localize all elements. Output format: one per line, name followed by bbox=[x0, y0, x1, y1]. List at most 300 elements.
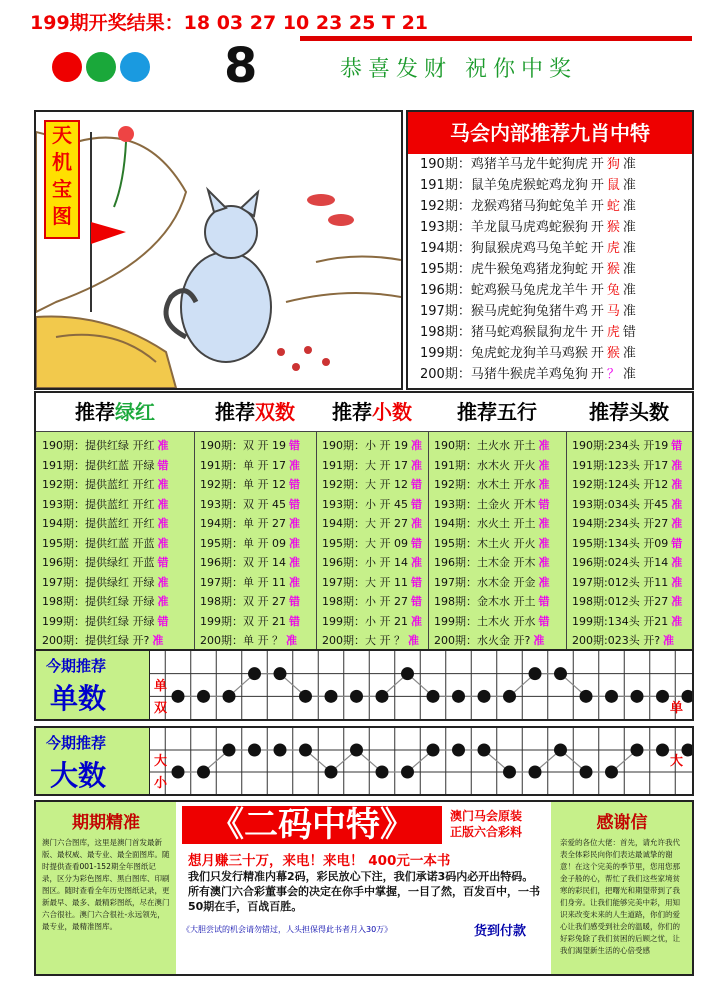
trend-dot bbox=[299, 744, 312, 757]
nine-zodiac-row bbox=[408, 196, 692, 217]
table-result: 错 bbox=[671, 536, 683, 550]
odd-even-line1: 今期推荐 bbox=[46, 657, 107, 675]
table-row bbox=[428, 475, 566, 495]
table-result: 准 bbox=[289, 536, 300, 550]
big-label: 大 bbox=[154, 754, 168, 769]
nine-zodiac-k: 开 bbox=[590, 304, 604, 319]
table-result: 准 bbox=[157, 478, 169, 491]
trend-dot bbox=[427, 744, 440, 757]
banner-side-line1: 澳门马会原装 bbox=[450, 809, 523, 823]
odd-even-trend-chart bbox=[150, 651, 692, 719]
table-result: 准 bbox=[538, 536, 550, 550]
trend-dot bbox=[503, 690, 516, 703]
table-row bbox=[194, 573, 316, 593]
nine-zodiac-z: 狗 bbox=[606, 157, 620, 172]
banner-side-line2: 正版六合彩料 bbox=[450, 825, 523, 839]
table-result: 错 bbox=[289, 497, 300, 511]
nine-zodiac-z: 虎 bbox=[606, 325, 620, 340]
nine-zodiac-r: 准 bbox=[622, 283, 636, 298]
table-column bbox=[36, 393, 195, 649]
table-cell: 192期：单 开 12 bbox=[200, 478, 286, 491]
nine-zodiac-row bbox=[408, 322, 692, 343]
trend-dot bbox=[350, 690, 363, 703]
table-cell: 200期:023头 开? bbox=[572, 634, 661, 647]
table-row bbox=[428, 456, 566, 476]
table-row bbox=[316, 456, 428, 476]
table-result: 准 bbox=[538, 478, 550, 491]
big-result-label: 大 bbox=[670, 754, 684, 769]
table-cell: 197期：水木金 开金 bbox=[434, 575, 536, 589]
table-result: 错 bbox=[157, 458, 169, 472]
nine-zodiac-k: 开 bbox=[590, 199, 604, 214]
table-result: 准 bbox=[411, 556, 422, 569]
table-row bbox=[316, 475, 428, 495]
table-row bbox=[316, 436, 428, 456]
nine-zodiac-t: 鼠羊兔虎猴蛇鸡龙狗 bbox=[470, 178, 588, 193]
nine-zodiac-z: 兔 bbox=[606, 283, 620, 298]
table-row bbox=[194, 495, 316, 515]
table-cell: 199期：双 开 21 bbox=[200, 614, 286, 628]
header-divider bbox=[300, 36, 692, 41]
result-header: 199期开奖结果：18 03 27 10 23 25 T 21 bbox=[30, 12, 429, 34]
nine-zodiac-r: 错 bbox=[622, 325, 636, 340]
table-row bbox=[316, 592, 428, 612]
blue-ball-icon bbox=[120, 52, 150, 82]
table-column bbox=[566, 393, 692, 649]
table-cell: 193期:034头 开45 bbox=[572, 497, 669, 511]
table-result: 准 bbox=[671, 556, 683, 569]
table-row bbox=[566, 514, 692, 534]
table-row bbox=[428, 495, 566, 515]
nine-zodiac-t: 兔虎蛇龙狗羊马鸡猴 bbox=[470, 346, 588, 361]
nine-zodiac-z: 虎 bbox=[606, 241, 620, 256]
table-header-main: 推荐 bbox=[332, 400, 372, 424]
table-cell: 194期:234头 开27 bbox=[572, 517, 669, 530]
table-cell: 196期：提供绿红 开蓝 bbox=[42, 556, 155, 569]
table-row bbox=[428, 436, 566, 456]
big-small-label bbox=[36, 728, 150, 794]
nine-zodiac-k: 开 bbox=[590, 241, 604, 256]
big-small-line1: 今期推荐 bbox=[46, 734, 107, 752]
table-row bbox=[36, 514, 194, 534]
table-result: 准 bbox=[289, 458, 300, 472]
table-result: 准 bbox=[671, 595, 683, 608]
table-result: 准 bbox=[671, 614, 683, 628]
table-cell: 196期：双 开 14 bbox=[200, 556, 286, 569]
table-cell: 197期：大 开 11 bbox=[322, 575, 408, 589]
table-cell: 193期：提供蓝红 开红 bbox=[42, 497, 155, 511]
nine-zodiac-k: 开 bbox=[590, 283, 604, 298]
trend-dot bbox=[172, 766, 185, 779]
trend-dot bbox=[631, 744, 644, 757]
table-result: 错 bbox=[157, 614, 169, 628]
trend-dot bbox=[656, 744, 669, 757]
table-row bbox=[566, 495, 692, 515]
slogan: 恭喜发财 祝你中奖 bbox=[340, 57, 577, 82]
nine-zodiac-t: 虎牛猴兔鸡猪龙狗蛇 bbox=[470, 262, 588, 277]
trend-dot bbox=[503, 766, 516, 779]
table-result: 错 bbox=[538, 497, 550, 511]
table-row bbox=[194, 456, 316, 476]
table-result: 准 bbox=[411, 458, 422, 472]
nine-zodiac-list bbox=[408, 154, 692, 385]
nine-zodiac-t: 鸡猪羊马龙牛蛇狗虎 bbox=[470, 157, 588, 172]
banner-side-text bbox=[450, 808, 522, 840]
trend-dot bbox=[605, 690, 618, 703]
nine-zodiac-t: 羊龙鼠马虎鸡蛇猴狗 bbox=[470, 220, 588, 235]
table-row bbox=[194, 514, 316, 534]
table-cell: 198期：小 开 27 bbox=[322, 595, 408, 608]
trend-dot bbox=[580, 766, 593, 779]
nine-zodiac-r: 准 bbox=[622, 199, 636, 214]
trend-dot bbox=[376, 766, 389, 779]
nine-zodiac-z: 猴 bbox=[606, 220, 620, 235]
table-cell: 190期:234头 开19 bbox=[572, 439, 669, 452]
nine-zodiac-p: 199期： bbox=[420, 346, 471, 361]
table-result: 准 bbox=[411, 517, 422, 530]
trend-dot bbox=[452, 690, 465, 703]
table-cell: 195期：单 开 09 bbox=[200, 536, 286, 550]
table-row bbox=[566, 436, 692, 456]
table-result: 错 bbox=[289, 439, 300, 452]
table-header bbox=[428, 393, 566, 432]
trend-dot bbox=[631, 690, 644, 703]
table-column bbox=[194, 393, 317, 649]
nine-zodiac-k: 开 bbox=[590, 367, 604, 382]
nine-zodiac-r: 准 bbox=[622, 346, 636, 361]
trend-dot bbox=[274, 744, 287, 757]
table-result: 准 bbox=[152, 634, 164, 647]
table-cell: 191期：大 开 17 bbox=[322, 458, 408, 472]
nine-zodiac-r: 准 bbox=[622, 220, 636, 235]
table-row bbox=[316, 553, 428, 573]
table-row bbox=[428, 612, 566, 632]
nine-zodiac-row bbox=[408, 259, 692, 280]
table-header-main: 推荐头数 bbox=[589, 400, 669, 424]
nine-zodiac-z: 蛇 bbox=[606, 199, 620, 214]
even-label: 双 bbox=[154, 701, 168, 716]
table-result: 准 bbox=[671, 478, 683, 491]
trend-dot bbox=[452, 744, 465, 757]
table-row bbox=[316, 612, 428, 632]
table-cell: 195期:134头 开09 bbox=[572, 536, 669, 550]
table-row bbox=[36, 534, 194, 554]
table-header bbox=[194, 393, 316, 432]
table-cell: 199期：小 开 21 bbox=[322, 614, 408, 628]
nine-zodiac-t: 马猪牛猴虎羊鸡兔狗 bbox=[470, 367, 588, 382]
nine-zodiac-k: 开 bbox=[590, 178, 604, 193]
left-ad-panel bbox=[36, 802, 177, 974]
trend-dot bbox=[350, 744, 363, 757]
table-cell: 197期：提供绿红 开绿 bbox=[42, 575, 155, 589]
table-result: 错 bbox=[411, 497, 422, 511]
table-cell: 199期:134头 开21 bbox=[572, 614, 669, 628]
table-cell: 190期：双 开 19 bbox=[200, 439, 286, 452]
table-row bbox=[566, 456, 692, 476]
nine-zodiac-r: 准 bbox=[622, 241, 636, 256]
nine-zodiac-row bbox=[408, 280, 692, 301]
nine-zodiac-t: 猴马虎蛇狗兔猪牛鸡 bbox=[470, 304, 588, 319]
table-cell: 200期：单 开 ？ bbox=[200, 634, 283, 647]
table-cell: 198期：提供红绿 开绿 bbox=[42, 595, 155, 608]
table-cell: 193期：土金火 开木 bbox=[434, 497, 536, 511]
nine-zodiac-p: 195期： bbox=[420, 262, 471, 277]
nine-zodiac-r: 准 bbox=[622, 367, 636, 382]
table-result: 准 bbox=[671, 497, 683, 511]
table-cell: 191期：水木火 开火 bbox=[434, 458, 536, 472]
table-cell: 198期:012头 开27 bbox=[572, 595, 669, 608]
nine-zodiac-z: 猴 bbox=[606, 262, 620, 277]
table-row bbox=[194, 592, 316, 612]
table-result: 错 bbox=[411, 478, 422, 491]
trend-dot bbox=[248, 744, 261, 757]
table-row bbox=[194, 436, 316, 456]
table-cell: 190期：小 开 19 bbox=[322, 439, 408, 452]
trend-dot bbox=[223, 744, 236, 757]
nine-zodiac-t: 龙猴鸡猪马狗蛇兔羊 bbox=[470, 199, 588, 214]
table-row bbox=[194, 475, 316, 495]
table-row bbox=[194, 553, 316, 573]
table-row bbox=[428, 553, 566, 573]
table-result: 准 bbox=[538, 556, 550, 569]
table-cell: 197期:012头 开11 bbox=[572, 575, 669, 589]
table-result: 准 bbox=[157, 497, 169, 511]
table-cell: 197期：单 开 11 bbox=[200, 575, 286, 589]
table-result: 准 bbox=[538, 439, 550, 452]
table-cell: 190期：土火水 开土 bbox=[434, 439, 536, 452]
nine-zodiac-t: 猪马蛇鸡猴鼠狗龙牛 bbox=[470, 325, 588, 340]
table-cell: 193期：双 开 45 bbox=[200, 497, 286, 511]
odd-even-line2: 单数 bbox=[50, 682, 107, 715]
table-cell: 199期：土木火 开水 bbox=[434, 614, 536, 628]
nine-zodiac-p: 198期： bbox=[420, 325, 471, 340]
ad-footnote: 《大胆尝试的机会请勿错过，人头担保得此书者月入30万》 bbox=[182, 925, 393, 934]
nine-zodiac-p: 190期： bbox=[420, 157, 471, 172]
table-result: 准 bbox=[157, 439, 169, 452]
table-result: 准 bbox=[533, 634, 545, 647]
nine-zodiac-k: 开 bbox=[590, 325, 604, 340]
nine-zodiac-p: 197期： bbox=[420, 304, 471, 319]
table-row bbox=[566, 553, 692, 573]
table-result: 错 bbox=[411, 536, 422, 550]
trend-dot bbox=[554, 744, 567, 757]
center-ad-panel bbox=[176, 802, 551, 974]
nine-zodiac-r: 准 bbox=[622, 262, 636, 277]
nine-zodiac-r: 准 bbox=[622, 157, 636, 172]
table-row bbox=[36, 592, 194, 612]
table-cell: 195期：木土火 开火 bbox=[434, 536, 536, 550]
table-header bbox=[566, 393, 692, 432]
trend-dot bbox=[478, 744, 491, 757]
table-result: 准 bbox=[289, 556, 300, 569]
issue-number: 8 bbox=[224, 38, 258, 94]
trend-dot bbox=[682, 690, 693, 703]
table-result: 准 bbox=[671, 517, 683, 530]
odd-label: 单 bbox=[154, 679, 168, 694]
cod-label: 货到付款 bbox=[474, 924, 527, 939]
trend-dot bbox=[299, 690, 312, 703]
trend-dot bbox=[197, 690, 210, 703]
call-to-action: 想月赚三十万，来电！来电！ 400元一本书 bbox=[188, 853, 451, 869]
nine-zodiac-p: 192期： bbox=[420, 199, 471, 214]
odd-even-grid bbox=[34, 649, 694, 721]
nine-zodiac-row bbox=[408, 175, 692, 196]
two-code-banner: 《二码中特》 bbox=[182, 806, 442, 844]
table-row bbox=[194, 612, 316, 632]
nine-zodiac-panel bbox=[406, 110, 694, 390]
table-result: 错 bbox=[289, 614, 300, 628]
table-row bbox=[36, 495, 194, 515]
table-result: 错 bbox=[289, 595, 300, 608]
trend-dot bbox=[682, 744, 693, 757]
table-header-main: 推荐五行 bbox=[457, 400, 537, 424]
table-result: 准 bbox=[411, 614, 422, 628]
big-small-trend-chart bbox=[150, 728, 692, 794]
trend-dot bbox=[580, 690, 593, 703]
nine-zodiac-p: 193期： bbox=[420, 220, 471, 235]
table-header-accent: 小数 bbox=[372, 400, 412, 424]
bottom-section bbox=[34, 800, 694, 976]
nine-zodiac-z: 马 bbox=[606, 304, 620, 319]
table-header bbox=[316, 393, 428, 432]
trend-dot bbox=[325, 690, 338, 703]
big-small-line2: 大数 bbox=[50, 759, 107, 792]
table-cell: 191期：单 开 17 bbox=[200, 458, 286, 472]
table-row bbox=[428, 592, 566, 612]
trend-dot bbox=[274, 667, 287, 680]
table-cell: 191期:123头 开17 bbox=[572, 458, 669, 472]
table-cell: 196期：小 开 14 bbox=[322, 556, 408, 569]
table-result: 准 bbox=[538, 575, 550, 589]
nine-zodiac-k: 开 bbox=[590, 157, 604, 172]
table-cell: 192期：提供蓝红 开红 bbox=[42, 478, 155, 491]
nine-zodiac-p: 194期： bbox=[420, 241, 471, 256]
table-row bbox=[316, 631, 428, 651]
table-result: 准 bbox=[663, 634, 675, 647]
table-result: 准 bbox=[157, 536, 169, 550]
nine-zodiac-row bbox=[408, 301, 692, 322]
table-row bbox=[566, 534, 692, 554]
table-cell: 200期：大 开 ？ bbox=[322, 634, 405, 647]
thanks-letter-text: 亲爱的各位大佬：首先，请允许我代表全体彩民向你们表达最诚挚的谢意！在这个完美的季节里，您用您那金子般的心，帮忙了我们这些家境贫寒的彩民们，把曙光和期望带到了我们身旁。让我们能够完美中彩，用知识来改变未来的人生道路，你们的爱心让我们感受到社会的温暖，你们的好彩兔除了我们贫困的后顾之忧，让我们渴望新生活的心倍受感 bbox=[560, 838, 680, 955]
table-result: 准 bbox=[289, 575, 300, 589]
table-row bbox=[36, 631, 194, 651]
table-result: 准 bbox=[408, 634, 419, 647]
trend-dot bbox=[656, 690, 669, 703]
thanks-letter-panel bbox=[552, 802, 692, 974]
nine-zodiac-p: 191期： bbox=[420, 178, 471, 193]
trend-dot bbox=[325, 766, 338, 779]
trend-dot bbox=[427, 690, 440, 703]
table-row bbox=[316, 495, 428, 515]
table-cell: 192期:124头 开12 bbox=[572, 478, 669, 491]
mystery-picture bbox=[34, 110, 403, 390]
table-row bbox=[566, 612, 692, 632]
nine-zodiac-p: 196期： bbox=[420, 283, 471, 298]
table-result: 错 bbox=[411, 575, 422, 589]
table-cell: 193期：小 开 45 bbox=[322, 497, 408, 511]
picture-label: 天机宝图 bbox=[44, 120, 80, 239]
nine-zodiac-r: 准 bbox=[622, 304, 636, 319]
thanks-letter-title: 感谢信 bbox=[596, 813, 648, 833]
trend-dot bbox=[401, 667, 414, 680]
table-result: 准 bbox=[411, 439, 422, 452]
ad-body-text: 我们只发行精准内幕2码，彩民放心下注，我们承诺3码内必开出特码。所有澳门六合彩董事会的决定在你手中掌握，一目了然，百发百中，一书50期在手，百战百胜。 bbox=[188, 870, 540, 913]
trend-dot bbox=[478, 690, 491, 703]
table-cell: 196期：土木金 开木 bbox=[434, 556, 536, 569]
table-column bbox=[316, 393, 429, 649]
nine-zodiac-row bbox=[408, 238, 692, 259]
table-row bbox=[194, 631, 316, 651]
nine-zodiac-t: 蛇鸡猴马兔虎龙羊牛 bbox=[470, 283, 588, 298]
table-row bbox=[428, 534, 566, 554]
table-result: 准 bbox=[157, 517, 169, 530]
table-row bbox=[316, 514, 428, 534]
left-ad-title: 期期精准 bbox=[72, 813, 140, 833]
table-cell: 200期：提供红绿 开? bbox=[42, 634, 150, 647]
table-header-accent: 绿红 bbox=[115, 400, 155, 424]
table-row bbox=[36, 436, 194, 456]
trend-dot bbox=[529, 766, 542, 779]
trend-dot bbox=[554, 667, 567, 680]
table-row bbox=[566, 475, 692, 495]
table-cell: 196期:024头 开14 bbox=[572, 556, 669, 569]
table-cell: 198期：金木水 开土 bbox=[434, 595, 536, 608]
trend-dot bbox=[223, 690, 236, 703]
table-result: 错 bbox=[411, 595, 422, 608]
nine-zodiac-t: 狗鼠猴虎鸡马兔羊蛇 bbox=[470, 241, 588, 256]
red-ball-icon bbox=[52, 52, 82, 82]
table-row bbox=[36, 553, 194, 573]
table-cell: 190期：提供红绿 开红 bbox=[42, 439, 155, 452]
table-cell: 199期：提供红绿 开绿 bbox=[42, 614, 155, 628]
table-result: 准 bbox=[157, 595, 169, 608]
odd-result-label: 单 bbox=[670, 701, 684, 716]
table-cell: 192期：水木土 开水 bbox=[434, 478, 536, 491]
small-label: 小 bbox=[154, 776, 168, 791]
nine-zodiac-row bbox=[408, 364, 692, 385]
table-column bbox=[428, 393, 567, 649]
table-result: 准 bbox=[671, 458, 683, 472]
table-row bbox=[36, 612, 194, 632]
table-cell: 194期：大 开 27 bbox=[322, 517, 408, 530]
table-result: 准 bbox=[157, 575, 169, 589]
table-row bbox=[428, 514, 566, 534]
table-row bbox=[566, 631, 692, 651]
table-row bbox=[316, 573, 428, 593]
trend-dot bbox=[248, 667, 261, 680]
table-row bbox=[36, 475, 194, 495]
trend-dot bbox=[172, 690, 185, 703]
table-row bbox=[316, 534, 428, 554]
nine-zodiac-z: 猴 bbox=[606, 346, 620, 361]
table-cell: 195期：大 开 09 bbox=[322, 536, 408, 550]
nine-zodiac-row bbox=[408, 217, 692, 238]
trend-dot bbox=[529, 667, 542, 680]
table-result: 准 bbox=[538, 517, 550, 530]
nine-zodiac-k: 开 bbox=[590, 262, 604, 277]
nine-zodiac-title: 马会内部推荐九肖中特 bbox=[408, 112, 692, 154]
nine-zodiac-row bbox=[408, 343, 692, 364]
nine-zodiac-row bbox=[408, 154, 692, 175]
cat-fish-illustration bbox=[36, 112, 401, 388]
trend-dot bbox=[197, 766, 210, 779]
table-header bbox=[36, 393, 194, 432]
trend-dot bbox=[376, 690, 389, 703]
table-cell: 194期：提供蓝红 开红 bbox=[42, 517, 155, 530]
big-small-grid bbox=[34, 726, 694, 796]
table-result: 准 bbox=[286, 634, 297, 647]
